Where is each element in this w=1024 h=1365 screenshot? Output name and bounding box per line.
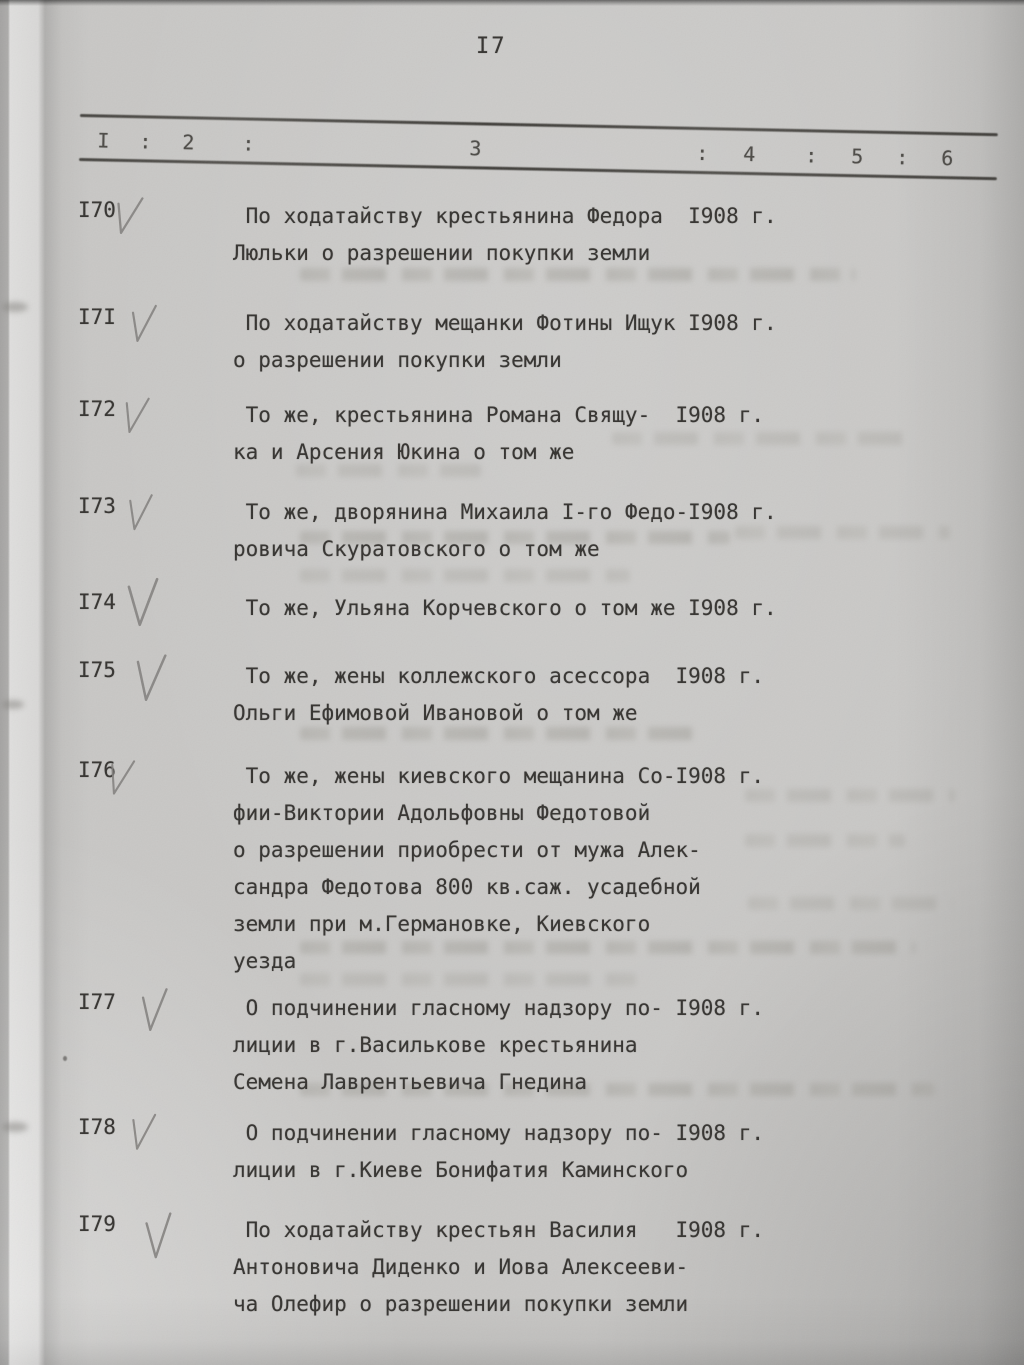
header-cell-5: 5 [851, 144, 864, 169]
entry-number: I73 [78, 494, 116, 518]
entry-line: О подчинении гласному надзору по- I908 г. [233, 1121, 765, 1145]
entry-line: ка и Арсения Юкина о том же [233, 440, 575, 464]
entry-line: фии-Виктории Адольфовны Федотовой [233, 801, 651, 825]
page-number: I7 [476, 34, 507, 59]
header-cell-2: 2 [182, 130, 195, 155]
entry-line: По ходатайству крестьян Василия I908 г. [233, 1218, 765, 1242]
checkmark-icon [118, 391, 153, 438]
entry-number: I74 [78, 590, 116, 614]
entry-line: лиции в г.Киеве Бонифатия Каминского [233, 1158, 689, 1182]
checkmark-icon [125, 299, 161, 346]
entry-line: То же, жены киевского мещанина Со-I908 г. [233, 764, 765, 788]
pencil-dot [63, 1056, 67, 1061]
entry-number: I77 [78, 990, 116, 1014]
entry-number: I78 [78, 1115, 116, 1139]
checkmark-icon [126, 1109, 160, 1154]
entry-line: То же, жены коллежского асессора I908 г. [233, 664, 765, 688]
header-separator: : [139, 129, 152, 154]
header-cell-6: 6 [941, 146, 954, 171]
entry-line: О подчинении гласному надзору по- I908 г. [233, 996, 765, 1020]
entry-number: I75 [78, 658, 116, 682]
header-rule-top [80, 114, 998, 136]
entry-line: лиции в г.Василькове крестьянина [233, 1033, 638, 1057]
entry-line: земли при м.Германовке, Киевского [233, 912, 651, 936]
bleed-through-text [748, 897, 953, 910]
table-header [79, 114, 1000, 193]
entry-line: Семена Лаврентьевича Гнедина [233, 1070, 588, 1094]
checkmark-icon [124, 490, 157, 534]
entry-line: По ходатайству крестьянина Федора I908 г. [233, 204, 777, 228]
checkmark-icon [108, 190, 148, 241]
checkmark-icon [124, 576, 162, 628]
entry-number: I72 [78, 397, 116, 421]
checkmark-icon [141, 1209, 177, 1260]
header-separator: : [805, 143, 818, 168]
bleed-through-text [745, 834, 905, 847]
entry-line: То же, дворянина Михаила I-го Федо-I908 г. [233, 500, 777, 524]
entry-line: ровича Скуратовского о том же [233, 537, 600, 561]
checkmark-icon [138, 986, 172, 1034]
entry-line: По ходатайству мещанки Фотины Ищук I908 г. [233, 311, 777, 335]
header-cell-1: I [97, 128, 110, 153]
header-separator: : [242, 131, 255, 156]
entry-line: То же, крестьянина Романа Свящу- I908 г. [233, 403, 765, 427]
header-separator: : [896, 145, 909, 170]
entry-number: I70 [78, 198, 116, 222]
entry-number: I79 [78, 1212, 116, 1236]
checkmark-icon [132, 651, 170, 702]
entry-number: I76 [78, 758, 116, 782]
bleed-through-text [745, 789, 955, 802]
entry-line: о разрешении покупки земли [233, 348, 562, 372]
entry-line: ча Олефир о разрешении покупки земли [233, 1292, 689, 1316]
entry-line: Люльки о разрешении покупки земли [233, 241, 651, 265]
entry-line: уезда [233, 949, 297, 973]
entry-line: Антоновича Диденко и Иова Алексееви- [233, 1255, 689, 1279]
entry-line: Ольги Ефимовой Ивановой о том же [233, 701, 638, 725]
page-edge-mark [2, 700, 24, 709]
entry-line: То же, Ульяна Корчевского о том же I908 г. [233, 596, 777, 620]
page-edge-mark [2, 302, 28, 312]
header-cell-4: 4 [743, 141, 756, 167]
header-cell-3: 3 [469, 136, 482, 161]
header-separator: : [696, 140, 709, 166]
checkmark-icon [103, 754, 139, 800]
entry-number: I7I [78, 305, 116, 329]
entry-line: о разрешении приобрести от мужа Алек- [233, 838, 701, 862]
page-edge-mark [2, 1122, 28, 1132]
entry-line: сандра Федотова 800 кв.саж. усадебной [233, 875, 701, 899]
bleed-through-text [300, 569, 630, 582]
